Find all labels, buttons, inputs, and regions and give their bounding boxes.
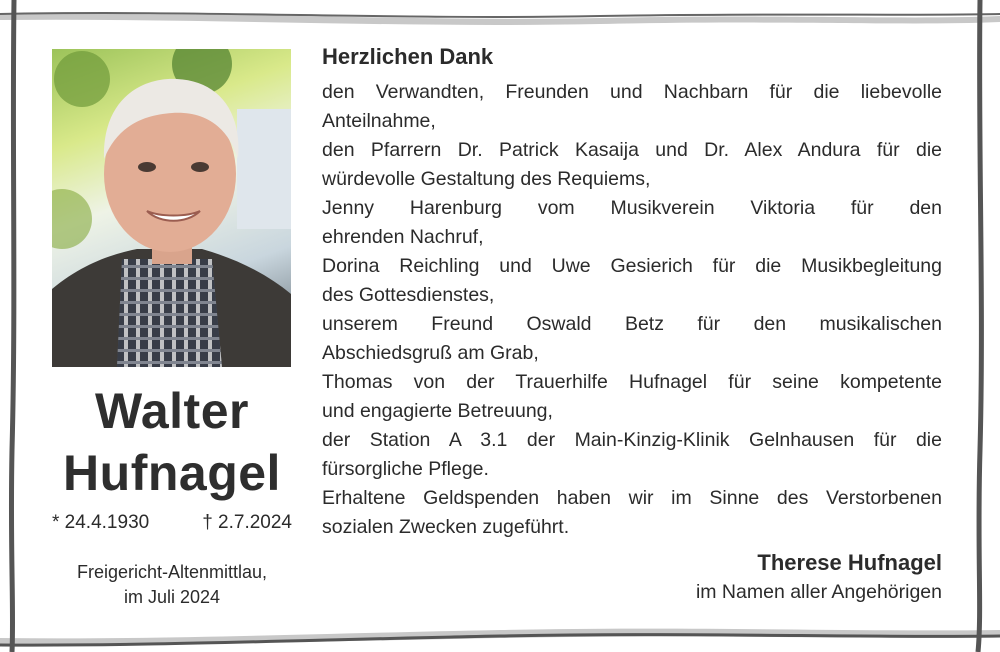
thanks-paragraph (322, 368, 942, 426)
deceased-first-name: Walter (95, 383, 249, 439)
paragraph-line: den Verwandten, Freunden und Nachbarn für die liebevolle (322, 81, 942, 103)
thanks-paragraph (322, 78, 942, 136)
deceased-last-name: Hufnagel (63, 445, 281, 501)
thanks-paragraph (322, 194, 942, 252)
thanks-paragraph (322, 136, 942, 194)
paragraph-line: fürsorgliche Pflege. (322, 458, 489, 480)
paragraph-line: der Station A 3.1 der Main-Kinzig-Klinik Gelnhausen für die (322, 429, 942, 451)
paragraph-line: Thomas von der Trauerhilfe Hufnagel für seine kompetente (322, 371, 942, 393)
thanks-paragraph (322, 310, 942, 368)
death-date: † 2.7.2024 (202, 512, 292, 533)
place: Freigericht-Altenmittlau, (76, 562, 268, 582)
birth-date: * 24.4.1930 (52, 512, 150, 533)
paragraph-line: Anteilnahme, (322, 110, 436, 132)
place-and-date (40, 560, 304, 610)
paragraph-line: des Gottesdienstes, (322, 284, 495, 306)
signature-name: Therese Hufnagel (757, 550, 942, 575)
thanks-paragraph (322, 252, 942, 310)
paragraph-line: würdevolle Gestaltung des Requiems, (322, 168, 651, 190)
signature-subtitle: im Namen aller Angehörigen (695, 581, 942, 603)
paragraph-line: unserem Freund Oswald Betz für den musikalischen (322, 313, 942, 335)
thanks-section (322, 44, 942, 542)
date: im Juli 2024 (123, 587, 221, 607)
paragraph-line: sozialen Zwecken zugeführt. (322, 516, 570, 538)
paragraph-line: Jenny Harenburg vom Musikverein Viktoria für den (322, 197, 942, 219)
thanks-paragraph (322, 484, 942, 542)
thanks-heading: Herzlichen Dank (322, 44, 494, 69)
paragraph-line: und engagierte Betreuung, (322, 400, 553, 422)
portrait-photo (52, 49, 291, 367)
paragraph-line: den Pfarrern Dr. Patrick Kasaija und Dr. Alex Andura für die (322, 139, 942, 161)
paragraph-line: ehrenden Nachruf, (322, 226, 484, 248)
thanks-paragraph (322, 426, 942, 484)
paragraph-line: Erhaltene Geldspenden haben wir im Sinne des Verstorbenen (322, 487, 942, 509)
paragraph-line: Dorina Reichling und Uwe Gesierich für die Musikbegleitung (322, 255, 942, 277)
life-dates (52, 512, 292, 534)
paragraph-line: Abschiedsgruß am Grab, (322, 342, 539, 364)
signature (696, 548, 942, 606)
